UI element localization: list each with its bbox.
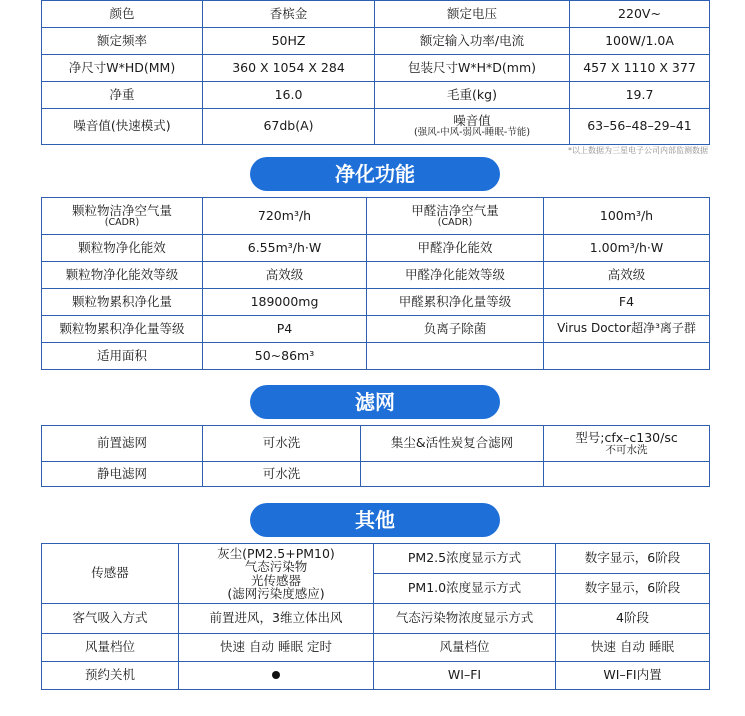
spec-label: 额定输入功率/电流 bbox=[375, 28, 570, 55]
spec-value: 19.7 bbox=[570, 82, 710, 109]
spec-label: 净重 bbox=[42, 82, 203, 109]
spec-label bbox=[375, 109, 570, 145]
empty-cell bbox=[544, 343, 710, 370]
table-row bbox=[42, 426, 710, 462]
sensor-list bbox=[179, 544, 374, 604]
spec-table bbox=[41, 0, 710, 145]
cell-label: 颗粒物累积净化量等级 bbox=[42, 316, 203, 343]
cell-label: 前置滤网 bbox=[42, 426, 203, 462]
cell-label: 负离子除菌 bbox=[367, 316, 544, 343]
cadr-sub: (CADR) bbox=[437, 216, 473, 228]
spec-value: 16.0 bbox=[203, 82, 375, 109]
table-row bbox=[42, 662, 710, 690]
cell-label: 甲醛累积净化量等级 bbox=[367, 289, 544, 316]
cell-label: 颗粒物净化能效等级 bbox=[42, 262, 203, 289]
spec-value: 香槟金 bbox=[203, 1, 375, 28]
table-row bbox=[42, 343, 710, 370]
cell-value: WI–FI内置 bbox=[556, 662, 710, 690]
cell-value: 720m³/h bbox=[203, 198, 367, 235]
cell-label: 适用面积 bbox=[42, 343, 203, 370]
sensor-line: (滤网污染度感应) bbox=[227, 585, 325, 601]
cell-label: 甲醛净化能效 bbox=[367, 235, 544, 262]
spec-value: 457 X 1110 X 377 bbox=[570, 55, 710, 82]
cell-label: 客气吸入方式 bbox=[42, 604, 179, 634]
purify-table bbox=[41, 197, 710, 370]
spec-value: 50HZ bbox=[203, 28, 375, 55]
noise-sub: (强风-中风-弱风-睡眠-节能) bbox=[413, 127, 531, 139]
cell-value: 1.00m³/h·W bbox=[544, 235, 710, 262]
model-sub: 不可水洗 bbox=[605, 443, 648, 456]
spec-label: 额定频率 bbox=[42, 28, 203, 55]
cell-label: 风量档位 bbox=[42, 634, 179, 662]
cell-value: 高效级 bbox=[544, 262, 710, 289]
spec-label: 额定电压 bbox=[375, 1, 570, 28]
table-row bbox=[42, 55, 710, 82]
table-row bbox=[42, 82, 710, 109]
table-row bbox=[42, 316, 710, 343]
cadr-sub: (CADR) bbox=[104, 216, 140, 228]
cell-label: 预约关机 bbox=[42, 662, 179, 690]
cell-label: 颗粒物洁净空气量 bbox=[71, 202, 172, 218]
table-row bbox=[42, 544, 710, 574]
spec-label: 噪音值(快速模式) bbox=[42, 109, 203, 145]
sensor-line: 灰尘(PM2.5+PM10) bbox=[217, 546, 335, 562]
spec-label: 包装尺寸W*H*D(mm) bbox=[375, 55, 570, 82]
spec-value: 67db(A) bbox=[203, 109, 375, 145]
table-row bbox=[42, 28, 710, 55]
other-table bbox=[41, 543, 710, 690]
spec-value: 360 X 1054 X 284 bbox=[203, 55, 375, 82]
cell-value: 可水洗 bbox=[203, 462, 361, 487]
empty-cell bbox=[361, 462, 544, 487]
cell-label: 集尘&活性炭复合滤网 bbox=[361, 426, 544, 462]
cell-label: 风量档位 bbox=[374, 634, 556, 662]
spec-value: 63–56–48–29–41 bbox=[570, 109, 710, 145]
model-number: 型号;cfx–c130/sc bbox=[575, 429, 678, 445]
cell-value: 可水洗 bbox=[203, 426, 361, 462]
table-row bbox=[42, 604, 710, 634]
filter-table bbox=[41, 425, 710, 487]
spec-label: 毛重(kg) bbox=[375, 82, 570, 109]
empty-cell bbox=[367, 343, 544, 370]
spec-label: 净尺寸W*HD(MM) bbox=[42, 55, 203, 82]
table-row bbox=[42, 262, 710, 289]
table-row bbox=[42, 462, 710, 487]
table-row bbox=[42, 289, 710, 316]
cell-label: PM1.0浓度显示方式 bbox=[374, 574, 556, 604]
spec-value: 100W/1.0A bbox=[570, 28, 710, 55]
cell-value: 189000mg bbox=[203, 289, 367, 316]
cell-value: 数字显示，6阶段 bbox=[556, 574, 710, 604]
cell-label: 甲醛净化能效等级 bbox=[367, 262, 544, 289]
cell-label: 颗粒物累积净化量 bbox=[42, 289, 203, 316]
cell-value bbox=[179, 662, 374, 690]
cell-value: 高效级 bbox=[203, 262, 367, 289]
cell-value: 6.55m³/h·W bbox=[203, 235, 367, 262]
cell-label: 静电滤网 bbox=[42, 462, 203, 487]
cell-label: 气态污染物浓度显示方式 bbox=[374, 604, 556, 634]
section-title-filter: 滤网 bbox=[250, 385, 500, 419]
section-title-purify: 净化功能 bbox=[250, 157, 500, 191]
table-row bbox=[42, 1, 710, 28]
cell-value: 数字显示，6阶段 bbox=[556, 544, 710, 574]
sensor-line: 气态污染物 bbox=[244, 559, 308, 575]
cell-value: 4阶段 bbox=[556, 604, 710, 634]
cell-value: Virus Doctor超净³离子群 bbox=[544, 316, 710, 343]
cell-label: 传感器 bbox=[42, 544, 179, 604]
table-row bbox=[42, 109, 710, 145]
noise-label: 噪音值 bbox=[453, 113, 491, 129]
cell-label: 颗粒物净化能效 bbox=[42, 235, 203, 262]
section-title-other: 其他 bbox=[250, 503, 500, 537]
footnote: *以上数据为三星电子公司内部监测数据 bbox=[568, 146, 708, 155]
cell-value: 50~86m³ bbox=[203, 343, 367, 370]
cell-value: 快速 自动 睡眠 bbox=[556, 634, 710, 662]
table-row bbox=[42, 634, 710, 662]
supported-dot-icon bbox=[272, 671, 280, 679]
table-row bbox=[42, 198, 710, 235]
table-row bbox=[42, 235, 710, 262]
spec-value: 220V~ bbox=[570, 1, 710, 28]
cell-label: PM2.5浓度显示方式 bbox=[374, 544, 556, 574]
empty-cell bbox=[544, 462, 710, 487]
cell-value: 快速 自动 睡眠 定时 bbox=[179, 634, 374, 662]
sensor-line: 光传感器 bbox=[250, 572, 301, 588]
cell-label: WI–FI bbox=[374, 662, 556, 690]
cell-label: 甲醛洁净空气量 bbox=[411, 202, 499, 218]
cell-value: P4 bbox=[203, 316, 367, 343]
cell-value: F4 bbox=[544, 289, 710, 316]
cell-value: 100m³/h bbox=[544, 198, 710, 235]
cell-value: 前置进风，3维立体出风 bbox=[179, 604, 374, 634]
spec-label: 颜色 bbox=[42, 1, 203, 28]
